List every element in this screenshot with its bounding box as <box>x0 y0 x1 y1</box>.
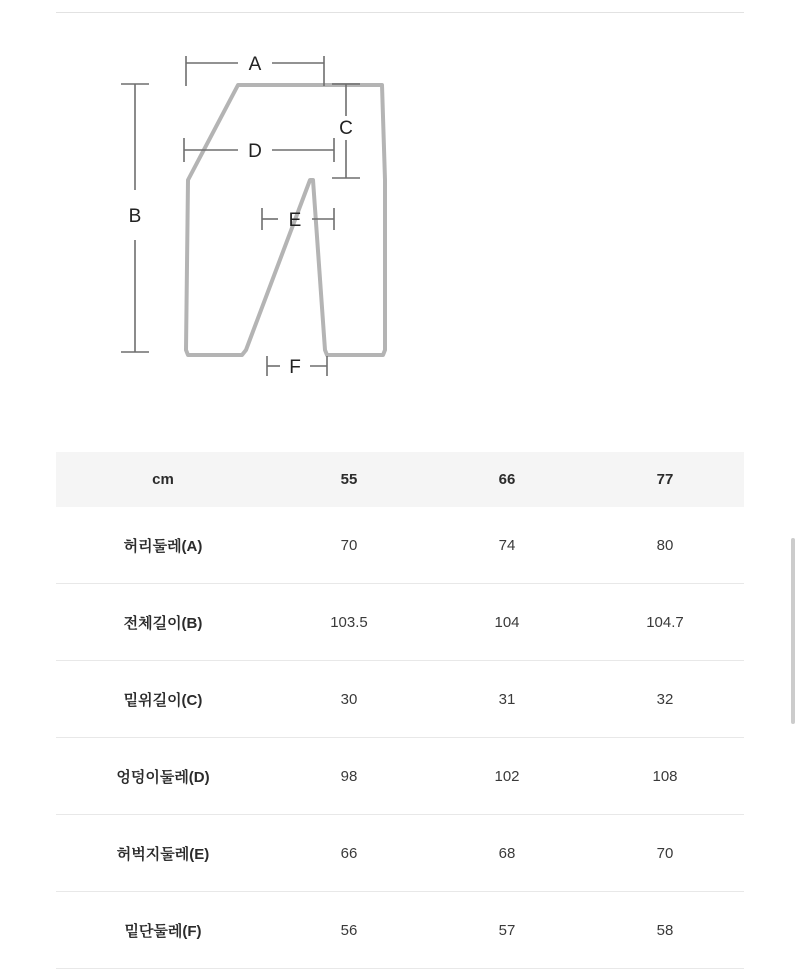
row-label-thigh: 허벅지둘레(E) <box>56 815 270 892</box>
dimension-label-e: E <box>288 210 302 231</box>
column-header-size-66: 66 <box>428 452 586 507</box>
cell-hip-66: 102 <box>428 738 586 815</box>
column-header-unit: cm <box>56 452 270 507</box>
top-divider <box>56 12 744 13</box>
table-row <box>56 507 744 584</box>
table-row <box>56 892 744 969</box>
cell-total-length-55: 103.5 <box>270 584 428 661</box>
table-row <box>56 738 744 815</box>
cell-waist-77: 80 <box>586 507 744 584</box>
cell-hip-77: 108 <box>586 738 744 815</box>
cell-rise-77: 32 <box>586 661 744 738</box>
column-header-size-77: 77 <box>586 452 744 507</box>
table-row <box>56 584 744 661</box>
cell-hem-66: 57 <box>428 892 586 969</box>
cell-hem-77: 58 <box>586 892 744 969</box>
cell-total-length-77: 104.7 <box>586 584 744 661</box>
table-header <box>56 452 744 507</box>
measurement-diagram <box>0 30 800 400</box>
row-label-rise: 밑위길이(C) <box>56 661 270 738</box>
pants-outline-shape <box>186 85 385 355</box>
table-header-row <box>56 452 744 507</box>
vertical-scrollbar-thumb[interactable] <box>791 538 795 724</box>
table-row <box>56 661 744 738</box>
size-chart-table <box>56 452 744 969</box>
table-row <box>56 815 744 892</box>
dimension-label-f: F <box>289 357 301 378</box>
cell-total-length-66: 104 <box>428 584 586 661</box>
dimension-label-a: A <box>248 54 262 75</box>
table-body <box>56 507 744 969</box>
row-label-hip: 엉덩이둘레(D) <box>56 738 270 815</box>
cell-thigh-55: 66 <box>270 815 428 892</box>
cell-hem-55: 56 <box>270 892 428 969</box>
dimension-label-d: D <box>248 141 262 162</box>
row-label-waist: 허리둘레(A) <box>56 507 270 584</box>
column-header-size-55: 55 <box>270 452 428 507</box>
cell-rise-66: 31 <box>428 661 586 738</box>
cell-thigh-66: 68 <box>428 815 586 892</box>
dimension-label-c: C <box>339 118 353 139</box>
cell-waist-66: 74 <box>428 507 586 584</box>
cell-hip-55: 98 <box>270 738 428 815</box>
row-label-hem: 밑단둘레(F) <box>56 892 270 969</box>
row-label-total-length: 전체길이(B) <box>56 584 270 661</box>
cell-waist-55: 70 <box>270 507 428 584</box>
cell-rise-55: 30 <box>270 661 428 738</box>
vertical-scrollbar-track[interactable] <box>792 0 798 972</box>
dimension-label-b: B <box>128 206 142 227</box>
cell-thigh-77: 70 <box>586 815 744 892</box>
